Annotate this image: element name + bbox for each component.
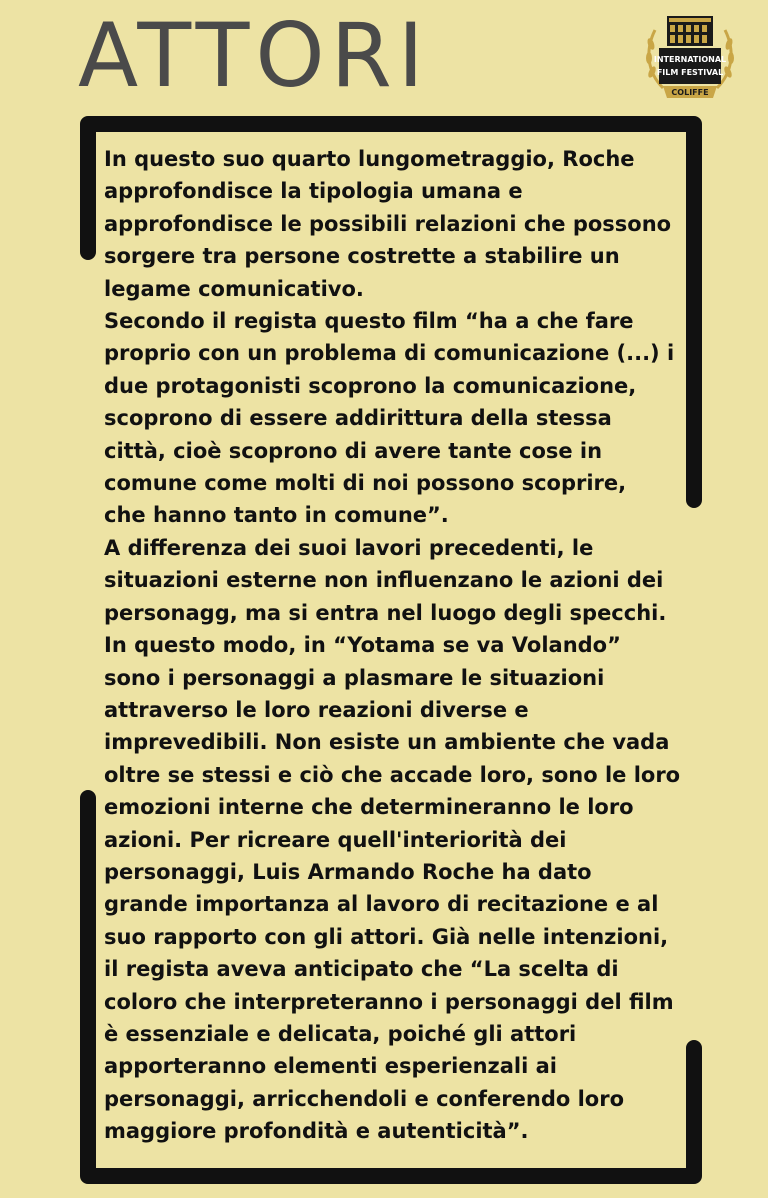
article-line: In questo suo quarto lungometraggio, Roche bbox=[104, 147, 635, 171]
article-line: emozioni interne che determineranno le loro bbox=[104, 795, 634, 820]
article-line: scoprono di essere addirittura della stessa bbox=[104, 406, 612, 431]
colosseum-icon bbox=[667, 16, 713, 46]
page-title: ATTORI bbox=[78, 4, 430, 107]
article-line: A differenza dei suoi lavori precedenti, le bbox=[104, 535, 594, 560]
article-line: approfondisce la tipologia umana e bbox=[104, 179, 523, 204]
article-text bbox=[104, 143, 694, 1148]
article-line: In questo modo, in “Yotama se va Volando” bbox=[104, 633, 621, 658]
article-line: comune come molti di noi possono scoprire, bbox=[104, 471, 627, 496]
article-line: legame comunicativo. bbox=[104, 276, 364, 301]
article-line: proprio con un problema di comunicazione (...) i bbox=[104, 341, 675, 366]
article-line: situazioni esterne non influenzano le azioni dei bbox=[104, 568, 664, 593]
article-line: sorgere tra persone costrette a stabilire un bbox=[104, 244, 620, 269]
article-line: azioni. Per ricreare quell'interiorità dei bbox=[104, 827, 567, 852]
article-line: imprevedibili. Non esiste un ambiente che vada bbox=[104, 730, 670, 755]
logo-line1: INTERNATIONAL bbox=[653, 55, 727, 64]
article-line: il regista aveva anticipato che “La scelta di bbox=[104, 957, 619, 982]
article-line: personagg, ma si entra nel luogo degli specchi. bbox=[104, 600, 667, 625]
article-line: oltre se stessi e ciò che accade loro, sono le loro bbox=[104, 762, 681, 787]
article-line: attraverso le loro reazioni diverse e bbox=[104, 697, 529, 722]
logo-ribbon: COLIFFE bbox=[671, 88, 709, 97]
article-line: sono i personaggi a plasmare le situazioni bbox=[104, 665, 605, 690]
article-line: città, cioè scoprono di avere tante cose in bbox=[104, 438, 603, 463]
logo-line2: FILM FESTIVAL bbox=[656, 68, 724, 77]
article-line: è essenziale e delicata, poiché gli attori bbox=[104, 1021, 577, 1046]
article-line: Secondo il regista questo film “ha a che fare bbox=[104, 309, 634, 334]
article-line: apporteranno elementi esperienzali ai bbox=[104, 1054, 558, 1079]
article-line: che hanno tanto in comune”. bbox=[104, 503, 449, 528]
article-line: coloro che interpreteranno i personaggi del film bbox=[104, 989, 674, 1014]
article-line: grande importanza al lavoro di recitazione e al bbox=[104, 892, 659, 917]
article-line: maggiore profondità e autenticità”. bbox=[104, 1119, 529, 1144]
article-line: due protagonisti scoprono la comunicazione, bbox=[104, 373, 637, 398]
article-line: suo rapporto con gli attori. Già nelle intenzioni, bbox=[104, 924, 669, 949]
article-line: approfondisce le possibili relazioni che possono bbox=[104, 211, 672, 236]
festival-logo bbox=[641, 10, 739, 106]
article-line: personaggi, arricchendoli e conferendo loro bbox=[104, 1086, 625, 1111]
article-line: personaggi, Luis Armando Roche ha dato bbox=[104, 859, 592, 884]
